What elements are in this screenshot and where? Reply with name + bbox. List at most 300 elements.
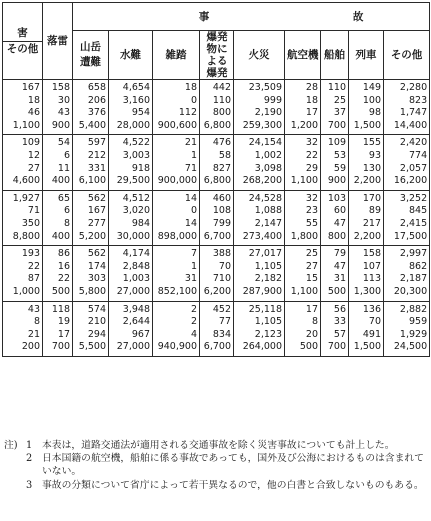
table-body [3, 80, 430, 357]
cell-value: 918 [131, 162, 150, 174]
header-ji: 事 [198, 10, 210, 23]
cell-value: 4,522 [122, 137, 150, 149]
cell-value: 110 [212, 94, 231, 106]
cell-value: 3,948 [122, 303, 150, 315]
cell-value: 0 [190, 205, 197, 217]
cell-value: 55 [305, 217, 318, 229]
cell-value: 108 [212, 205, 231, 217]
cell-value: 70 [218, 260, 231, 272]
col-header-3: 雑踏 [153, 31, 200, 80]
cell-value: 967 [131, 328, 150, 340]
cell-value: 24,528 [248, 192, 282, 204]
cell-value: 6 [63, 205, 70, 217]
table-cell [349, 246, 384, 301]
cell-value: 28 [305, 82, 318, 93]
cell-value: 268,200 [242, 175, 282, 187]
col-header-1-text: 山岳遭難 [80, 41, 101, 68]
table-cell [200, 135, 234, 190]
cell-value: 77 [218, 316, 231, 328]
cell-value: 6,100 [78, 175, 106, 187]
table-cell [349, 301, 384, 356]
cell-value: 845 [408, 205, 428, 217]
cell-value: 93 [368, 149, 381, 161]
cell-value: 8,800 [12, 230, 40, 242]
cell-value: 4,512 [122, 192, 150, 204]
cell-value: 1,929 [399, 328, 428, 340]
footnote-text: 本表は，道路交通法が適用される交通事故を除く災害事故についても計上した。 [42, 440, 395, 451]
cell-value: 900 [51, 119, 70, 131]
header-ko: 故 [352, 10, 364, 23]
col-header-4 [200, 31, 234, 80]
cell-value: 110 [327, 82, 346, 93]
cell-value: 562 [87, 248, 106, 260]
cell-value: 100 [362, 94, 381, 106]
cell-value: 22 [305, 149, 318, 161]
cell-value: 46 [27, 107, 40, 119]
cell-value: 53 [333, 149, 346, 161]
cell-value: 264,000 [242, 341, 282, 353]
cell-value: 47 [333, 217, 346, 229]
cell-value: 710 [212, 273, 231, 285]
table-cell [3, 301, 43, 356]
table-cell [153, 190, 200, 245]
cell-value: 2,882 [399, 303, 428, 315]
table-cell [234, 190, 285, 245]
col-header-7: 船舶 [321, 31, 349, 80]
cell-value: 27,000 [116, 341, 150, 353]
cell-value: 2,123 [254, 328, 282, 340]
cell-value: 774 [408, 149, 428, 161]
cell-value: 17 [305, 107, 318, 119]
cell-value: 29,500 [116, 175, 150, 187]
cell-value: 58 [218, 149, 231, 161]
cell-value: 24,500 [393, 341, 428, 353]
cell-value: 130 [362, 162, 381, 174]
cell-value: 71 [184, 162, 197, 174]
table-cell [43, 80, 73, 135]
cell-value: 3,252 [399, 192, 428, 204]
cell-value: 862 [408, 260, 428, 272]
cell-value: 6,800 [203, 119, 231, 131]
cell-value: 799 [212, 217, 231, 229]
cell-value: 2 [190, 303, 197, 315]
cell-value: 7 [190, 248, 197, 260]
cell-value: 118 [51, 303, 70, 315]
cell-value: 1,105 [254, 260, 282, 272]
table-cell [285, 246, 321, 301]
cell-value: 32 [305, 192, 318, 204]
cell-value: 4,174 [122, 248, 150, 260]
table-cell [321, 301, 349, 356]
cell-value: 22 [57, 273, 70, 285]
table-cell [153, 80, 200, 135]
cell-value: 900,600 [157, 119, 197, 131]
cell-value: 460 [212, 192, 231, 204]
cell-value: 2 [190, 316, 197, 328]
cell-value: 0 [190, 94, 197, 106]
cell-value: 900 [327, 175, 346, 187]
table-cell [109, 80, 153, 135]
disaster-accident-table [2, 2, 430, 357]
cell-value: 3,003 [122, 149, 150, 161]
cell-value: 86 [57, 248, 70, 260]
footnote-3 [4, 479, 428, 492]
cell-value: 33 [333, 316, 346, 328]
cell-value: 17,500 [393, 230, 428, 242]
cell-value: 14 [184, 192, 197, 204]
cell-value: 54 [57, 137, 70, 149]
cell-value: 60 [333, 205, 346, 217]
cell-value: 30,000 [116, 230, 150, 242]
cell-value: 109 [21, 137, 40, 149]
cell-value: 1,100 [290, 175, 318, 187]
cell-value: 89 [368, 205, 381, 217]
cell-value: 303 [87, 273, 106, 285]
footnote-number: 2 [26, 453, 33, 465]
table-header [3, 3, 430, 80]
cell-value: 852,100 [157, 285, 197, 297]
cell-value: 476 [212, 137, 231, 149]
table-cell [200, 246, 234, 301]
cell-value: 597 [87, 137, 106, 149]
cell-value: 21 [27, 328, 40, 340]
cell-value: 6 [63, 149, 70, 161]
cell-value: 11 [57, 162, 70, 174]
cell-value: 22 [27, 260, 40, 272]
table-cell [153, 135, 200, 190]
cell-value: 28,000 [116, 119, 150, 131]
table-cell [73, 246, 109, 301]
cell-value: 20 [305, 328, 318, 340]
cell-value: 167 [21, 82, 40, 93]
table-cell [109, 246, 153, 301]
table-cell [3, 135, 43, 190]
cell-value: 14,400 [393, 119, 428, 131]
cell-value: 23,509 [248, 82, 282, 93]
cell-value: 18 [184, 82, 197, 93]
cell-value: 59 [333, 162, 346, 174]
table-cell [384, 80, 430, 135]
cell-value: 574 [87, 303, 106, 315]
cell-value: 23 [305, 205, 318, 217]
table-cell [321, 190, 349, 245]
cell-value: 27 [27, 162, 40, 174]
cell-value: 87 [27, 273, 40, 285]
cell-value: 8 [311, 316, 318, 328]
cell-value: 6,200 [203, 285, 231, 297]
cell-value: 500 [51, 285, 70, 297]
cell-value: 827 [212, 162, 231, 174]
cell-value: 954 [131, 107, 150, 119]
cell-value: 4 [190, 328, 197, 340]
cell-value: 984 [131, 217, 150, 229]
cell-value: 29 [305, 162, 318, 174]
table-cell [3, 246, 43, 301]
table-row [3, 135, 430, 190]
cell-value: 400 [51, 230, 70, 242]
cell-value: 277 [87, 217, 106, 229]
cell-value: 19 [57, 316, 70, 328]
table-cell [384, 246, 430, 301]
table-cell [321, 135, 349, 190]
cell-value: 1,088 [254, 205, 282, 217]
cell-value: 193 [21, 248, 40, 260]
cell-value: 562 [87, 192, 106, 204]
footnote-2 [4, 452, 428, 478]
table-cell [73, 80, 109, 135]
cell-value: 1,200 [290, 119, 318, 131]
table-cell [285, 301, 321, 356]
cell-value: 217 [362, 217, 381, 229]
cell-value: 900,000 [157, 175, 197, 187]
cell-value: 1,747 [399, 107, 428, 119]
cell-value: 388 [212, 248, 231, 260]
cell-value: 16 [57, 260, 70, 272]
cell-value: 5,800 [78, 285, 106, 297]
col-header-5: 火災 [234, 31, 285, 80]
table-row [3, 80, 430, 135]
cell-value: 5,400 [78, 119, 106, 131]
cell-value: 212 [87, 149, 106, 161]
cell-value: 31 [333, 273, 346, 285]
cell-value: 898,000 [157, 230, 197, 242]
cell-value: 112 [178, 107, 197, 119]
cell-value: 2,200 [353, 230, 381, 242]
cell-value: 3,020 [122, 205, 150, 217]
col-header-0: 落雷 [43, 3, 73, 80]
cell-value: 1,000 [12, 285, 40, 297]
cell-value: 400 [51, 175, 70, 187]
cell-value: 30 [57, 94, 70, 106]
cell-value: 210 [87, 316, 106, 328]
cell-value: 2,147 [254, 217, 282, 229]
cell-value: 32 [305, 137, 318, 149]
cell-value: 823 [408, 94, 428, 106]
footnote-1 [4, 439, 428, 452]
footnote-text: 事故の分類について省庁によって若干異なるので，他の白書と合致しないものもある。 [42, 479, 424, 491]
col-header-4-text: 爆発物による爆発 [206, 31, 228, 79]
table-cell [43, 246, 73, 301]
cell-value: 500 [299, 341, 318, 353]
table-cell [285, 190, 321, 245]
table-cell [285, 80, 321, 135]
col-header-9: その他 [384, 31, 430, 80]
table-cell [3, 80, 43, 135]
table-cell [285, 135, 321, 190]
table-cell [3, 190, 43, 245]
cell-value: 2,997 [399, 248, 428, 260]
cell-value: 800 [212, 107, 231, 119]
cell-value: 27 [305, 260, 318, 272]
cell-value: 56 [333, 303, 346, 315]
cell-value: 103 [327, 192, 346, 204]
cell-value: 25 [333, 94, 346, 106]
cell-value: 700 [327, 119, 346, 131]
cell-value: 2,057 [399, 162, 428, 174]
cell-value: 37 [333, 107, 346, 119]
cell-value: 20,300 [393, 285, 428, 297]
table-cell [73, 135, 109, 190]
cell-value: 6,700 [203, 341, 231, 353]
cell-value: 136 [362, 303, 381, 315]
col-header-6: 航空機 [285, 31, 321, 80]
cell-value: 16,200 [393, 175, 428, 187]
cell-value: 155 [362, 137, 381, 149]
table-cell [73, 190, 109, 245]
table-cell [153, 301, 200, 356]
footnote-number: 3 [26, 479, 33, 491]
table-cell [200, 80, 234, 135]
cell-value: 2,848 [122, 260, 150, 272]
cell-value: 21 [184, 137, 197, 149]
cell-value: 6,800 [203, 175, 231, 187]
cell-value: 294 [87, 328, 106, 340]
table-cell [321, 80, 349, 135]
col-header-1 [73, 31, 109, 80]
cell-value: 174 [87, 260, 106, 272]
cell-value: 491 [362, 328, 381, 340]
cell-value: 1,100 [290, 285, 318, 297]
table-cell [384, 301, 430, 356]
cell-value: 8 [33, 316, 40, 328]
header-harm-other [3, 3, 43, 80]
cell-value: 18 [27, 94, 40, 106]
footnotes [4, 439, 428, 492]
cell-value: 2,420 [399, 137, 428, 149]
cell-value: 27,000 [116, 285, 150, 297]
cell-value: 2,644 [122, 316, 150, 328]
cell-value: 287,900 [242, 285, 282, 297]
table-cell [73, 301, 109, 356]
cell-value: 149 [362, 82, 381, 93]
cell-value: 206 [87, 94, 106, 106]
cell-value: 17 [305, 303, 318, 315]
cell-value: 3,098 [254, 162, 282, 174]
table-cell [234, 135, 285, 190]
table-cell [384, 135, 430, 190]
table-cell [349, 190, 384, 245]
table-cell [349, 80, 384, 135]
cell-value: 940,900 [157, 341, 197, 353]
cell-value: 1,800 [290, 230, 318, 242]
cell-value: 27,017 [248, 248, 282, 260]
footnote-text: 日本国籍の航空機，船舶に係る事故であっても，国外及び公海におけるものは含まれていない。 [42, 453, 424, 478]
cell-value: 800 [327, 230, 346, 242]
header-other-left: その他 [3, 41, 42, 57]
cell-value: 1,105 [254, 316, 282, 328]
table-cell [109, 301, 153, 356]
cell-value: 158 [362, 248, 381, 260]
cell-value: 2,415 [399, 217, 428, 229]
cell-value: 25,118 [248, 303, 282, 315]
cell-value: 259,300 [242, 119, 282, 131]
footnote-lead: 注) [4, 440, 18, 451]
cell-value: 107 [362, 260, 381, 272]
cell-value: 113 [362, 273, 381, 285]
header-harm: 害 [17, 26, 28, 39]
cell-value: 1 [190, 260, 197, 272]
cell-value: 1,300 [353, 285, 381, 297]
table-cell [234, 246, 285, 301]
cell-value: 442 [212, 82, 231, 93]
cell-value: 200 [21, 341, 40, 353]
table-cell [109, 190, 153, 245]
table-cell [234, 301, 285, 356]
cell-value: 8 [63, 217, 70, 229]
cell-value: 98 [368, 107, 381, 119]
cell-value: 65 [57, 192, 70, 204]
cell-value: 1,003 [122, 273, 150, 285]
cell-value: 43 [57, 107, 70, 119]
cell-value: 71 [27, 205, 40, 217]
cell-value: 5,200 [78, 230, 106, 242]
cell-value: 350 [21, 217, 40, 229]
cell-value: 2,190 [254, 107, 282, 119]
cell-value: 331 [87, 162, 106, 174]
cell-value: 452 [212, 303, 231, 315]
cell-value: 43 [27, 303, 40, 315]
cell-value: 167 [87, 205, 106, 217]
cell-value: 15 [305, 273, 318, 285]
table-cell [234, 80, 285, 135]
cell-value: 18 [305, 94, 318, 106]
cell-value: 47 [333, 260, 346, 272]
cell-value: 109 [327, 137, 346, 149]
table-row [3, 301, 430, 356]
col-header-2: 水難 [109, 31, 153, 80]
cell-value: 24,154 [248, 137, 282, 149]
cell-value: 700 [327, 341, 346, 353]
cell-value: 14 [184, 217, 197, 229]
table-cell [349, 135, 384, 190]
cell-value: 959 [408, 316, 428, 328]
cell-value: 2,182 [254, 273, 282, 285]
cell-value: 4,600 [12, 175, 40, 187]
cell-value: 658 [87, 82, 106, 93]
cell-value: 31 [184, 273, 197, 285]
cell-value: 1 [190, 149, 197, 161]
cell-value: 170 [362, 192, 381, 204]
cell-value: 999 [263, 94, 282, 106]
cell-value: 79 [333, 248, 346, 260]
cell-value: 17 [57, 328, 70, 340]
table-row [3, 246, 430, 301]
table-cell [109, 135, 153, 190]
cell-value: 1,002 [254, 149, 282, 161]
cell-value: 4,654 [122, 82, 150, 93]
cell-value: 158 [51, 82, 70, 93]
cell-value: 1,100 [12, 119, 40, 131]
table-cell [43, 135, 73, 190]
table-cell [384, 190, 430, 245]
cell-value: 2,200 [353, 175, 381, 187]
cell-value: 376 [87, 107, 106, 119]
table-row [3, 190, 430, 245]
cell-value: 834 [212, 328, 231, 340]
cell-value: 1,927 [12, 192, 40, 204]
cell-value: 57 [333, 328, 346, 340]
header-accident-group [73, 3, 430, 31]
cell-value: 6,700 [203, 230, 231, 242]
table-cell [43, 301, 73, 356]
cell-value: 500 [327, 285, 346, 297]
cell-value: 273,400 [242, 230, 282, 242]
cell-value: 70 [368, 316, 381, 328]
cell-value: 700 [51, 341, 70, 353]
cell-value: 25 [305, 248, 318, 260]
table-cell [321, 246, 349, 301]
footnote-number: 1 [26, 440, 33, 451]
